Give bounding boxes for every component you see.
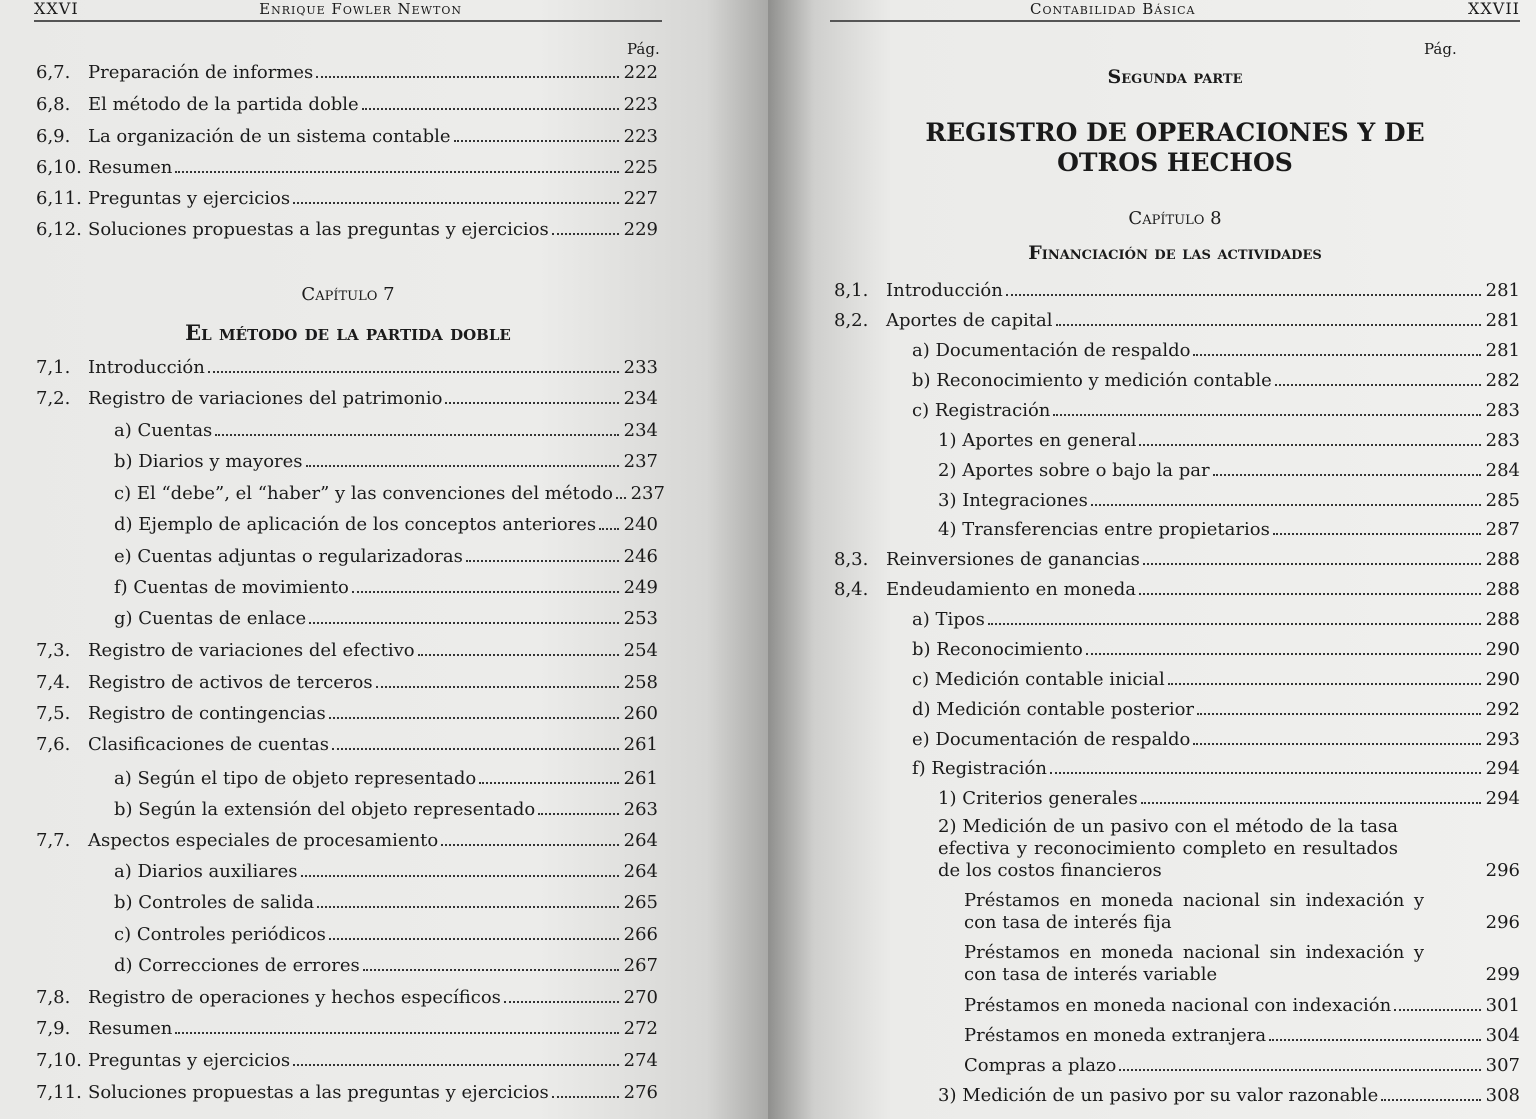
toc-entry-page: 307	[1485, 1055, 1520, 1076]
toc-entry[interactable]	[834, 1025, 1520, 1046]
dot-leader	[441, 844, 619, 846]
toc-entry-title: a) Según el tipo de objeto representado	[114, 768, 477, 789]
dot-leader	[1091, 504, 1481, 506]
toc-entry-title: Aspectos especiales de procesamiento	[88, 830, 439, 851]
toc-entry[interactable]	[36, 987, 658, 1008]
toc-entry-page: 234	[623, 388, 658, 409]
toc-entry[interactable]	[834, 1085, 1520, 1106]
toc-entry-page: 223	[623, 126, 658, 147]
toc-entry-page: 261	[623, 768, 658, 789]
dot-leader	[479, 782, 619, 784]
toc-entry-title: 2) Medición de un pasivo con el método de la tasa efectiva y reconocimiento completo en resultados de los costos financieros	[938, 816, 1398, 881]
toc-entry-page: 265	[623, 892, 658, 913]
toc-entry-title: 1) Aportes en general	[938, 430, 1137, 451]
toc-entry-page: 258	[623, 672, 658, 693]
dot-leader	[363, 969, 619, 971]
dot-leader	[317, 906, 619, 908]
toc-entry[interactable]	[834, 340, 1520, 361]
toc-entry[interactable]	[834, 519, 1520, 540]
toc-entry-number: 7,1.	[36, 357, 71, 378]
toc-entry-page: 284	[1485, 460, 1520, 481]
toc-entry[interactable]	[964, 890, 1520, 934]
dot-leader	[316, 76, 619, 78]
toc-entry[interactable]	[834, 995, 1520, 1016]
dot-leader	[329, 717, 619, 719]
toc-entry-page: 281	[1485, 310, 1520, 331]
dot-leader	[466, 560, 619, 562]
dot-leader	[293, 202, 619, 204]
toc-entry-title: 1) Criterios generales	[938, 788, 1138, 809]
toc-entry[interactable]	[36, 672, 658, 693]
toc-entry-page: 294	[1485, 788, 1520, 809]
toc-entry-title: b) Reconocimiento y medición contable	[912, 370, 1272, 391]
toc-entry-page: 274	[623, 1050, 658, 1071]
toc-entry-title: e) Documentación de respaldo	[912, 729, 1191, 750]
toc-entry-title: Resumen	[88, 1018, 173, 1039]
dot-leader	[306, 465, 619, 467]
dot-leader	[215, 434, 619, 436]
toc-entry[interactable]	[834, 758, 1520, 779]
dot-leader	[1193, 354, 1481, 356]
dot-leader	[1143, 563, 1481, 565]
toc-entry-title: 3) Medición de un pasivo por su valor razonable	[938, 1085, 1379, 1106]
part-label: Segunda parte	[1107, 66, 1243, 88]
toc-entry[interactable]	[36, 514, 658, 535]
dot-leader	[175, 1032, 619, 1034]
toc-entry-page: 301	[1485, 995, 1520, 1016]
toc-entry-title: c) Registración	[912, 400, 1051, 421]
toc-entry-title: Endeudamiento en moneda	[886, 579, 1136, 600]
toc-entry[interactable]	[834, 280, 1520, 301]
dot-leader	[988, 623, 1481, 625]
toc-entry-title: Preguntas y ejercicios	[88, 1050, 291, 1071]
toc-entry-page: 267	[623, 955, 658, 976]
toc-entry[interactable]	[834, 788, 1520, 809]
toc-entry-title: c) Medición contable inicial	[912, 669, 1165, 690]
right-page	[768, 0, 1536, 1119]
toc-entry[interactable]	[36, 768, 658, 789]
toc-entry-number: 7,2.	[36, 388, 71, 409]
dot-leader	[175, 171, 619, 173]
toc-entry[interactable]	[36, 126, 658, 147]
toc-entry-page: 287	[1485, 519, 1520, 540]
chapter-title: Financiación de las actividades	[1028, 242, 1322, 264]
toc-entry[interactable]	[834, 430, 1520, 451]
toc-entry-number: 7,7.	[36, 830, 71, 851]
toc-entry-title: Registro de contingencias	[88, 703, 326, 724]
toc-entry[interactable]	[36, 799, 658, 820]
roman-page-number: XXVII	[1468, 0, 1520, 18]
toc-entry-page: 296	[1485, 912, 1520, 933]
toc-entry-title: b) Reconocimiento	[912, 639, 1083, 660]
toc-entry-number: 8,2.	[834, 310, 869, 331]
toc-entry-title: a) Cuentas	[114, 420, 213, 441]
dot-leader	[599, 528, 619, 530]
toc-entry-title: Soluciones propuestas a las preguntas y ejercicios	[88, 1082, 549, 1103]
toc-entry-title: Introducción	[886, 280, 1003, 301]
toc-entry-title: Registro de activos de terceros	[88, 672, 373, 693]
dot-leader	[1056, 324, 1481, 326]
toc-entry-page: 223	[623, 94, 658, 115]
toc-entry[interactable]	[36, 219, 658, 240]
dot-leader	[352, 591, 619, 593]
dot-leader	[376, 686, 619, 688]
toc-entry-page: 233	[623, 357, 658, 378]
toc-entry[interactable]	[36, 483, 665, 504]
toc-entry-title: d) Ejemplo de aplicación de los conceptos anteriores	[114, 514, 597, 535]
toc-entry[interactable]	[36, 94, 658, 115]
dot-leader	[1139, 593, 1481, 595]
toc-entry-page: 237	[623, 451, 658, 472]
toc-entry-title: Préstamos en moneda nacional sin indexación y con tasa de interés variable	[964, 942, 1424, 985]
toc-entry-page: 246	[623, 546, 658, 567]
dot-leader	[1197, 713, 1481, 715]
toc-entry-page: 296	[1485, 860, 1520, 881]
toc-entry[interactable]	[834, 579, 1520, 600]
dot-leader	[504, 1001, 619, 1003]
toc-entry-title: Introducción	[88, 357, 205, 378]
dot-leader	[418, 654, 619, 656]
toc-entry-page: 222	[623, 62, 658, 83]
dot-leader	[332, 748, 619, 750]
toc-entry-title: b) Controles de salida	[114, 892, 315, 913]
toc-entry-title: a) Documentación de respaldo	[912, 340, 1191, 361]
toc-entry-title: Registro de operaciones y hechos específicos	[88, 987, 501, 1008]
toc-entry[interactable]	[834, 460, 1520, 481]
toc-entry-page: 276	[623, 1082, 658, 1103]
toc-entry[interactable]	[36, 955, 658, 976]
toc-entry-title: c) El “debe”, el “haber” y las convenciones del método	[114, 483, 613, 504]
toc-entry-page: 237	[630, 483, 665, 504]
toc-entry-page: 261	[623, 734, 658, 755]
toc-entry-page: 270	[623, 987, 658, 1008]
toc-entry-page: 285	[1485, 490, 1520, 511]
toc-entry-page: 288	[1485, 579, 1520, 600]
toc-entry[interactable]	[36, 1018, 658, 1039]
toc-entry[interactable]	[36, 357, 658, 378]
toc-entry-number: 8,4.	[834, 579, 869, 600]
dot-leader	[538, 813, 619, 815]
toc-entry-number: 6,8.	[36, 94, 71, 115]
dot-leader	[1275, 384, 1481, 386]
dot-leader	[616, 497, 626, 499]
part-title-line-2: OTROS HECHOS	[1057, 148, 1293, 177]
part-title-line-1: REGISTRO DE OPERACIONES Y DE	[925, 118, 1425, 147]
toc-entry-number: 6,11.	[36, 188, 82, 209]
toc-entry-title: b) Diarios y mayores	[114, 451, 303, 472]
toc-entry-title: c) Controles periódicos	[114, 924, 326, 945]
toc-entry-title: La organización de un sistema contable	[88, 126, 451, 147]
toc-entry[interactable]	[36, 420, 658, 441]
toc-entry-title: f) Cuentas de movimiento	[114, 577, 349, 598]
toc-entry-number: 7,8.	[36, 987, 71, 1008]
toc-entry-page: 290	[1485, 639, 1520, 660]
toc-entry[interactable]	[834, 669, 1520, 690]
dot-leader	[293, 1064, 619, 1066]
toc-entry-title: e) Cuentas adjuntas o regularizadoras	[114, 546, 463, 567]
toc-entry[interactable]	[36, 388, 658, 409]
toc-entry-page: 290	[1485, 669, 1520, 690]
toc-entry-page: 308	[1485, 1085, 1520, 1106]
toc-entry[interactable]	[36, 608, 658, 629]
toc-entry-page: 253	[623, 608, 658, 629]
toc-entry[interactable]	[36, 157, 658, 178]
toc-entry-title: Clasificaciones de cuentas	[88, 734, 329, 755]
toc-entry-page: 240	[623, 514, 658, 535]
toc-entry-title: Reinversiones de ganancias	[886, 549, 1140, 570]
dot-leader	[1394, 1009, 1481, 1011]
toc-entry[interactable]	[938, 816, 1520, 882]
toc-entry-number: 6,10.	[36, 157, 82, 178]
dot-leader	[454, 140, 619, 142]
dot-leader	[552, 233, 619, 235]
toc-entry[interactable]	[36, 830, 658, 851]
toc-entry[interactable]	[834, 370, 1520, 391]
toc-entry-page: 293	[1485, 729, 1520, 750]
toc-entry[interactable]	[36, 703, 658, 724]
pag-column-label: Pág.	[1424, 40, 1457, 58]
toc-entry-title: Registro de variaciones del patrimonio	[88, 388, 443, 409]
toc-entry-number: 7,5.	[36, 703, 71, 724]
toc-entry-number: 8,3.	[834, 549, 869, 570]
toc-entry[interactable]	[834, 729, 1520, 750]
toc-entry[interactable]	[834, 639, 1520, 660]
toc-entry-title: d) Correcciones de errores	[114, 955, 360, 976]
toc-entry[interactable]	[834, 699, 1520, 720]
dot-leader	[1193, 743, 1481, 745]
toc-entry[interactable]	[36, 1050, 658, 1071]
toc-entry-number: 7,11.	[36, 1082, 82, 1103]
chapter-title: El método de la partida doble	[185, 320, 511, 345]
toc-entry-title: 2) Aportes sobre o bajo la par	[938, 460, 1210, 481]
toc-entry-number: 7,9.	[36, 1018, 71, 1039]
toc-entry-page: 281	[1485, 280, 1520, 301]
toc-entry[interactable]	[834, 310, 1520, 331]
dot-leader	[362, 108, 619, 110]
dot-leader	[445, 402, 619, 404]
dot-leader	[552, 1096, 619, 1098]
toc-entry[interactable]	[834, 490, 1520, 511]
toc-entry-number: 6,7.	[36, 62, 71, 83]
toc-entry-title: Preguntas y ejercicios	[88, 188, 291, 209]
toc-entry-page: 264	[623, 830, 658, 851]
toc-entry[interactable]	[834, 609, 1520, 630]
toc-entry[interactable]	[834, 1055, 1520, 1076]
dot-leader	[1086, 653, 1481, 655]
toc-entry-title: d) Medición contable posterior	[912, 699, 1195, 720]
toc-entry-title: Resumen	[88, 157, 173, 178]
toc-entry-number: 8,1.	[834, 280, 869, 301]
toc-entry-page: 283	[1485, 430, 1520, 451]
toc-entry[interactable]	[36, 451, 658, 472]
toc-entry-page: 272	[623, 1018, 658, 1039]
dot-leader	[1168, 683, 1481, 685]
toc-entry-number: 7,4.	[36, 672, 71, 693]
dot-leader	[301, 875, 619, 877]
toc-entry-title: Préstamos en moneda nacional sin indexación y con tasa de interés fija	[964, 890, 1424, 933]
dot-leader	[1381, 1099, 1481, 1101]
toc-entry-number: 6,12.	[36, 219, 82, 240]
dot-leader	[1139, 444, 1481, 446]
toc-entry-page: 294	[1485, 758, 1520, 779]
book-running-head: Contabilidad Básica	[1030, 0, 1196, 18]
running-header-right	[830, 0, 1520, 22]
toc-entry-title: Préstamos en moneda nacional con indexación	[964, 995, 1392, 1016]
toc-entry[interactable]	[36, 188, 658, 209]
dot-leader	[329, 938, 619, 940]
toc-entry[interactable]	[36, 1082, 658, 1103]
chapter-label: Capítulo 8	[1128, 208, 1222, 229]
pag-column-label: Pág.	[627, 40, 660, 58]
toc-entry-title: Préstamos en moneda extranjera	[964, 1025, 1267, 1046]
toc-entry-title: g) Cuentas de enlace	[114, 608, 307, 629]
toc-entry-page: 227	[623, 188, 658, 209]
toc-entry-page: 234	[623, 420, 658, 441]
toc-entry-number: 6,9.	[36, 126, 71, 147]
dot-leader	[1273, 533, 1481, 535]
toc-entry-page: 263	[623, 799, 658, 820]
toc-entry-page: 225	[623, 157, 658, 178]
dot-leader	[1141, 802, 1481, 804]
toc-entry-page: 288	[1485, 549, 1520, 570]
running-header-left	[34, 0, 662, 22]
toc-entry-page: 288	[1485, 609, 1520, 630]
toc-entry-title: f) Registración	[912, 758, 1047, 779]
toc-entry-title: a) Tipos	[912, 609, 985, 630]
chapter-label: Capítulo 7	[301, 284, 395, 305]
dot-leader	[208, 371, 619, 373]
toc-entry[interactable]	[36, 924, 658, 945]
toc-entry-page: 304	[1485, 1025, 1520, 1046]
dot-leader	[1053, 414, 1481, 416]
toc-entry-page: 299	[1485, 964, 1520, 985]
toc-entry-page: 292	[1485, 699, 1520, 720]
toc-entry[interactable]	[36, 546, 658, 567]
toc-entry-title: Soluciones propuestas a las preguntas y ejercicios	[88, 219, 549, 240]
toc-entry-page: 229	[623, 219, 658, 240]
toc-entry-page: 283	[1485, 400, 1520, 421]
toc-entry-number: 7,10.	[36, 1050, 82, 1071]
toc-entry-page: 281	[1485, 340, 1520, 361]
toc-entry[interactable]	[36, 892, 658, 913]
toc-entry[interactable]	[36, 734, 658, 755]
toc-entry-title: Preparación de informes	[88, 62, 314, 83]
toc-entry-title: 4) Transferencias entre propietarios	[938, 519, 1270, 540]
toc-entry-page: 282	[1485, 370, 1520, 391]
toc-entry-number: 7,3.	[36, 640, 71, 661]
toc-entry[interactable]	[834, 400, 1520, 421]
toc-entry-page: 254	[623, 640, 658, 661]
toc-entry-title: El método de la partida doble	[88, 94, 359, 115]
toc-entry-title: a) Diarios auxiliares	[114, 861, 298, 882]
dot-leader	[309, 622, 619, 624]
toc-entry-page: 260	[623, 703, 658, 724]
toc-entry-title: Compras a plazo	[964, 1055, 1117, 1076]
dot-leader	[1006, 294, 1481, 296]
dot-leader	[1050, 772, 1481, 774]
dot-leader	[1213, 474, 1481, 476]
toc-entry[interactable]	[36, 577, 658, 598]
toc-entry-title: b) Según la extensión del objeto representado	[114, 799, 536, 820]
toc-entry[interactable]	[834, 549, 1520, 570]
toc-entry-title: 3) Integraciones	[938, 490, 1088, 511]
roman-page-number: XXVI	[34, 0, 79, 18]
toc-entry-title: Aportes de capital	[886, 310, 1053, 331]
toc-entry[interactable]	[36, 62, 658, 83]
toc-entry[interactable]	[964, 942, 1520, 986]
toc-entry[interactable]	[36, 861, 658, 882]
toc-entry-number: 7,6.	[36, 734, 71, 755]
toc-entry-page: 266	[623, 924, 658, 945]
toc-entry[interactable]	[36, 640, 658, 661]
dot-leader	[1269, 1039, 1481, 1041]
toc-entry-title: Registro de variaciones del efectivo	[88, 640, 415, 661]
toc-entry-page: 264	[623, 861, 658, 882]
toc-entry-page: 249	[623, 577, 658, 598]
dot-leader	[1119, 1069, 1481, 1071]
author-running-head: Enrique Fowler Newton	[259, 0, 462, 18]
